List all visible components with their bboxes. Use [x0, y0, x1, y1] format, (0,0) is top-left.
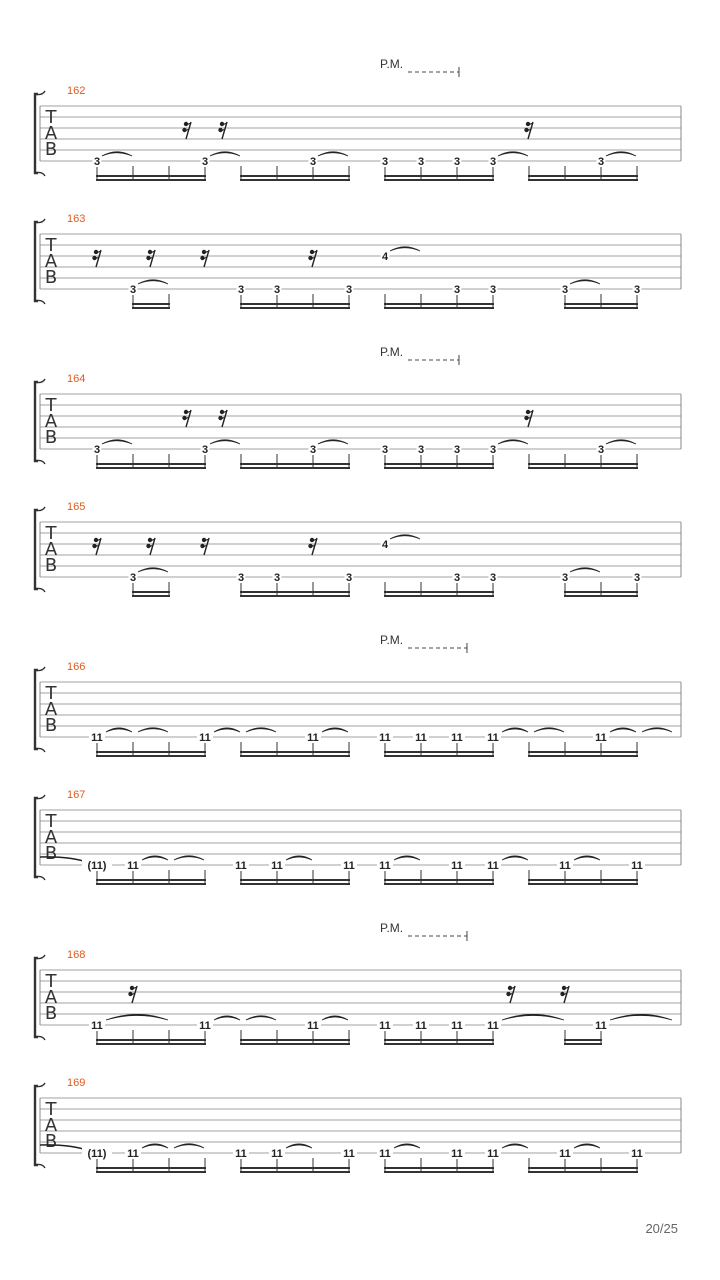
tie-arc — [142, 856, 168, 860]
fret-number: 11 — [415, 1020, 427, 1032]
fret-number: 11 — [487, 1020, 499, 1032]
fret-number: 11 — [559, 1148, 571, 1160]
beam-primary — [96, 751, 206, 753]
beam-secondary — [240, 883, 350, 885]
fret-number: 11 — [91, 1020, 103, 1032]
beam-secondary — [240, 307, 350, 309]
tie-arc — [390, 247, 420, 251]
bracket-hook-bottom — [35, 876, 45, 880]
tie-arc — [642, 728, 672, 732]
measure-number: 166 — [67, 661, 86, 673]
tie-arc — [390, 535, 420, 539]
tie-arc — [214, 1016, 240, 1020]
tie-arc — [610, 1014, 672, 1020]
tie-arc — [210, 152, 240, 156]
fret-number: 3 — [93, 156, 101, 168]
fret-number: 11 — [487, 1148, 499, 1160]
tie-arc — [246, 1016, 276, 1020]
fret-number: 3 — [345, 284, 353, 296]
bracket-hook-top — [35, 1083, 45, 1087]
fret-number: 11 — [415, 732, 427, 744]
tie-arc — [318, 440, 348, 444]
beam-secondary — [132, 595, 170, 597]
tie-arc — [570, 280, 600, 284]
tab-clef-letter: T — [45, 235, 57, 256]
fret-number: 11 — [379, 1148, 391, 1160]
fret-number: 3 — [201, 156, 209, 168]
system-bracket — [35, 510, 38, 589]
beam-secondary — [528, 1171, 638, 1173]
beam-secondary — [564, 1043, 602, 1045]
tie-arc — [138, 280, 168, 284]
fret-number: 11 — [127, 860, 139, 872]
beam-primary — [96, 463, 206, 465]
tab-clef-letter: A — [44, 699, 58, 720]
tie-arc — [502, 728, 528, 732]
beam-secondary — [96, 1043, 206, 1045]
fret-number: 3 — [381, 444, 389, 456]
beam-secondary — [528, 755, 638, 757]
tie-arc — [106, 728, 132, 732]
fret-number: 11 — [307, 1020, 319, 1032]
fret-number: 11 — [451, 1020, 463, 1032]
tie-arc — [606, 152, 636, 156]
beam-primary — [132, 303, 170, 305]
tab-system — [35, 57, 681, 181]
tab-clef-letter: B — [44, 427, 58, 448]
tie-arc — [174, 856, 204, 860]
beam-primary — [240, 175, 350, 177]
measure-number: 163 — [67, 213, 86, 225]
beam-primary — [528, 879, 638, 881]
tab-system — [35, 1077, 681, 1173]
tab-system — [35, 789, 681, 885]
fret-number: 3 — [237, 572, 245, 584]
measure-number: 162 — [67, 85, 86, 97]
fret-number: 3 — [633, 284, 641, 296]
tie-arc — [502, 1144, 528, 1148]
fret-number: 11 — [379, 732, 391, 744]
beam-secondary — [96, 883, 206, 885]
beam-primary — [528, 751, 638, 753]
measure-number: 169 — [67, 1077, 86, 1089]
fret-number: 3 — [309, 444, 317, 456]
bracket-hook-top — [35, 795, 45, 799]
beam-primary — [240, 463, 350, 465]
fret-number: 4 — [381, 251, 389, 263]
beam-secondary — [132, 307, 170, 309]
bracket-hook-bottom — [35, 300, 45, 304]
beam-primary — [528, 175, 638, 177]
bracket-hook-top — [35, 379, 45, 383]
fret-number: 3 — [453, 284, 461, 296]
bracket-hook-bottom — [35, 1036, 45, 1040]
tab-clef-letter: B — [44, 139, 58, 160]
page-indicator — [645, 1221, 678, 1236]
beam-primary — [240, 591, 350, 593]
tab-system — [35, 633, 681, 757]
tab-clef-letter: B — [44, 267, 58, 288]
fret-number: 11 — [451, 732, 463, 744]
tie-arc — [102, 152, 132, 156]
system-bracket — [35, 222, 38, 301]
beam-primary — [240, 879, 350, 881]
beam-primary — [96, 1167, 206, 1169]
fret-number: 11 — [595, 732, 607, 744]
tab-clef-letter: T — [45, 1099, 57, 1120]
beam-primary — [240, 1039, 350, 1041]
system-bracket — [35, 958, 38, 1037]
beam-secondary — [240, 595, 350, 597]
measure-number: 167 — [67, 789, 86, 801]
tie-arc — [322, 728, 348, 732]
fret-number: 11 — [451, 1148, 463, 1160]
system-bracket — [35, 1086, 38, 1165]
beam-secondary — [240, 467, 350, 469]
fret-number: 3 — [129, 284, 137, 296]
palm-mute-label: P.M. — [380, 633, 404, 647]
tab-clef-letter: B — [44, 555, 58, 576]
page-separator: / — [659, 1221, 664, 1236]
tie-arc — [570, 568, 600, 572]
beam-secondary — [384, 1043, 494, 1045]
beam-primary — [384, 463, 494, 465]
beam-secondary — [96, 1171, 206, 1173]
bracket-hook-bottom — [35, 748, 45, 752]
fret-number: 3 — [417, 156, 425, 168]
tab-clef-letter: T — [45, 523, 57, 544]
beam-primary — [240, 303, 350, 305]
fret-number: 11 — [487, 860, 499, 872]
tie-arc — [394, 1144, 420, 1148]
fret-number: 3 — [489, 284, 497, 296]
tab-clef-letter: T — [45, 683, 57, 704]
beam-secondary — [240, 1043, 350, 1045]
tie-arc — [502, 856, 528, 860]
beam-primary — [96, 175, 206, 177]
bracket-hook-bottom — [35, 172, 45, 176]
fret-number: 11 — [199, 1020, 211, 1032]
fret-number: (11) — [87, 860, 107, 872]
system-bracket — [35, 670, 38, 749]
fret-number: 3 — [273, 284, 281, 296]
beam-primary — [384, 591, 494, 593]
tie-arc — [498, 152, 528, 156]
fret-number: 11 — [631, 1148, 643, 1160]
fret-number: 11 — [631, 860, 643, 872]
tie-arc — [214, 728, 240, 732]
tab-clef-letter: A — [44, 123, 58, 144]
tab-clef-letter: T — [45, 395, 57, 416]
fret-number: 3 — [561, 284, 569, 296]
tab-clef-letter: B — [44, 843, 58, 864]
fret-number: 11 — [595, 1020, 607, 1032]
bracket-hook-bottom — [35, 588, 45, 592]
tie-arc — [286, 1144, 312, 1148]
measure-number: 165 — [67, 501, 86, 513]
tie-arc — [102, 440, 132, 444]
fret-number: 3 — [453, 572, 461, 584]
beam-primary — [240, 1167, 350, 1169]
bracket-hook-bottom — [35, 460, 45, 464]
fret-number: 11 — [127, 1148, 139, 1160]
tie-arc — [174, 1144, 204, 1148]
tab-clef-letter: A — [44, 411, 58, 432]
tie-arc — [246, 728, 276, 732]
tab-clef-letter: B — [44, 715, 58, 736]
beam-secondary — [96, 179, 206, 181]
measure-number: 168 — [67, 949, 86, 961]
tab-clef-letter: T — [45, 107, 57, 128]
tab-system — [35, 501, 681, 597]
fret-number: 11 — [343, 1148, 355, 1160]
fret-number: 3 — [345, 572, 353, 584]
fret-number: 3 — [489, 444, 497, 456]
fret-number: 3 — [417, 444, 425, 456]
beam-primary — [528, 463, 638, 465]
beam-secondary — [240, 1171, 350, 1173]
fret-number: 11 — [271, 1148, 283, 1160]
system-bracket — [35, 94, 38, 173]
fret-number: 11 — [271, 860, 283, 872]
page-current: 20 — [645, 1221, 660, 1236]
tab-clef-letter: A — [44, 827, 58, 848]
bracket-hook-top — [35, 507, 45, 511]
beam-primary — [132, 591, 170, 593]
tie-arc — [394, 856, 420, 860]
fret-number: 11 — [343, 860, 355, 872]
fret-number: 11 — [199, 732, 211, 744]
tie-arc — [106, 1014, 168, 1020]
beam-primary — [384, 879, 494, 881]
fret-number: 3 — [381, 156, 389, 168]
fret-number: 3 — [453, 444, 461, 456]
fret-number: 3 — [309, 156, 317, 168]
beam-secondary — [96, 467, 206, 469]
beam-secondary — [528, 883, 638, 885]
beam-secondary — [384, 1171, 494, 1173]
tie-arc — [606, 440, 636, 444]
fret-number: 3 — [489, 572, 497, 584]
tab-clef-letter: A — [44, 1115, 58, 1136]
tie-arc — [138, 728, 168, 732]
tie-arc — [502, 1014, 564, 1020]
beam-secondary — [96, 755, 206, 757]
fret-number: 11 — [307, 732, 319, 744]
beam-secondary — [384, 883, 494, 885]
fret-number: 3 — [201, 444, 209, 456]
tab-clef-letter: T — [45, 971, 57, 992]
tie-arc — [498, 440, 528, 444]
system-bracket — [35, 382, 38, 461]
beam-secondary — [384, 595, 494, 597]
beam-primary — [240, 751, 350, 753]
tie-arc — [286, 856, 312, 860]
tie-arc — [322, 1016, 348, 1020]
tie-arc — [142, 1144, 168, 1148]
beam-secondary — [240, 755, 350, 757]
bracket-hook-bottom — [35, 1164, 45, 1168]
beam-secondary — [240, 179, 350, 181]
tie-arc — [318, 152, 348, 156]
fret-number: 11 — [235, 1148, 247, 1160]
beam-primary — [528, 1167, 638, 1169]
measure-number: 164 — [67, 373, 86, 385]
tab-clef-letter: B — [44, 1131, 58, 1152]
tie-arc — [210, 440, 240, 444]
beam-primary — [96, 879, 206, 881]
fret-number: 11 — [379, 1020, 391, 1032]
tie-arc — [574, 856, 600, 860]
fret-number: 3 — [561, 572, 569, 584]
beam-primary — [384, 1167, 494, 1169]
palm-mute-label: P.M. — [380, 921, 404, 935]
bracket-hook-top — [35, 955, 45, 959]
palm-mute-label: P.M. — [380, 345, 404, 359]
fret-number: 3 — [453, 156, 461, 168]
page-total: 25 — [663, 1221, 678, 1236]
beam-primary — [564, 1039, 602, 1041]
fret-number: 3 — [237, 284, 245, 296]
tie-arc — [138, 568, 168, 572]
bracket-hook-top — [35, 219, 45, 223]
beam-secondary — [384, 179, 494, 181]
fret-number: 11 — [379, 860, 391, 872]
fret-number: 3 — [597, 156, 605, 168]
tab-system — [35, 213, 681, 309]
fret-number: 11 — [451, 860, 463, 872]
beam-secondary — [384, 755, 494, 757]
tie-arc — [610, 728, 636, 732]
fret-number: 3 — [273, 572, 281, 584]
fret-number: 3 — [93, 444, 101, 456]
beam-primary — [384, 175, 494, 177]
fret-number: 11 — [487, 732, 499, 744]
fret-number: (11) — [87, 1148, 107, 1160]
tab-clef-letter: T — [45, 811, 57, 832]
tab-clef-letter: A — [44, 987, 58, 1008]
beam-primary — [384, 1039, 494, 1041]
fret-number: 3 — [597, 444, 605, 456]
tab-clef-letter: B — [44, 1003, 58, 1024]
beam-primary — [384, 303, 494, 305]
bracket-hook-top — [35, 667, 45, 671]
fret-number: 11 — [91, 732, 103, 744]
tie-arc — [574, 1144, 600, 1148]
bracket-hook-top — [35, 91, 45, 95]
fret-number: 3 — [633, 572, 641, 584]
palm-mute-label: P.M. — [380, 57, 404, 71]
beam-primary — [384, 751, 494, 753]
fret-number: 11 — [235, 860, 247, 872]
fret-number: 3 — [129, 572, 137, 584]
fret-number: 3 — [489, 156, 497, 168]
tie-arc — [534, 728, 564, 732]
beam-primary — [96, 1039, 206, 1041]
fret-number: 11 — [559, 860, 571, 872]
tab-clef-letter: A — [44, 251, 58, 272]
tab-system — [35, 921, 681, 1045]
system-bracket — [35, 798, 38, 877]
tab-clef-letter: A — [44, 539, 58, 560]
beam-secondary — [384, 467, 494, 469]
beam-secondary — [384, 307, 494, 309]
beam-secondary — [528, 467, 638, 469]
tab-system — [35, 345, 681, 469]
beam-secondary — [528, 179, 638, 181]
fret-number: 4 — [381, 539, 389, 551]
